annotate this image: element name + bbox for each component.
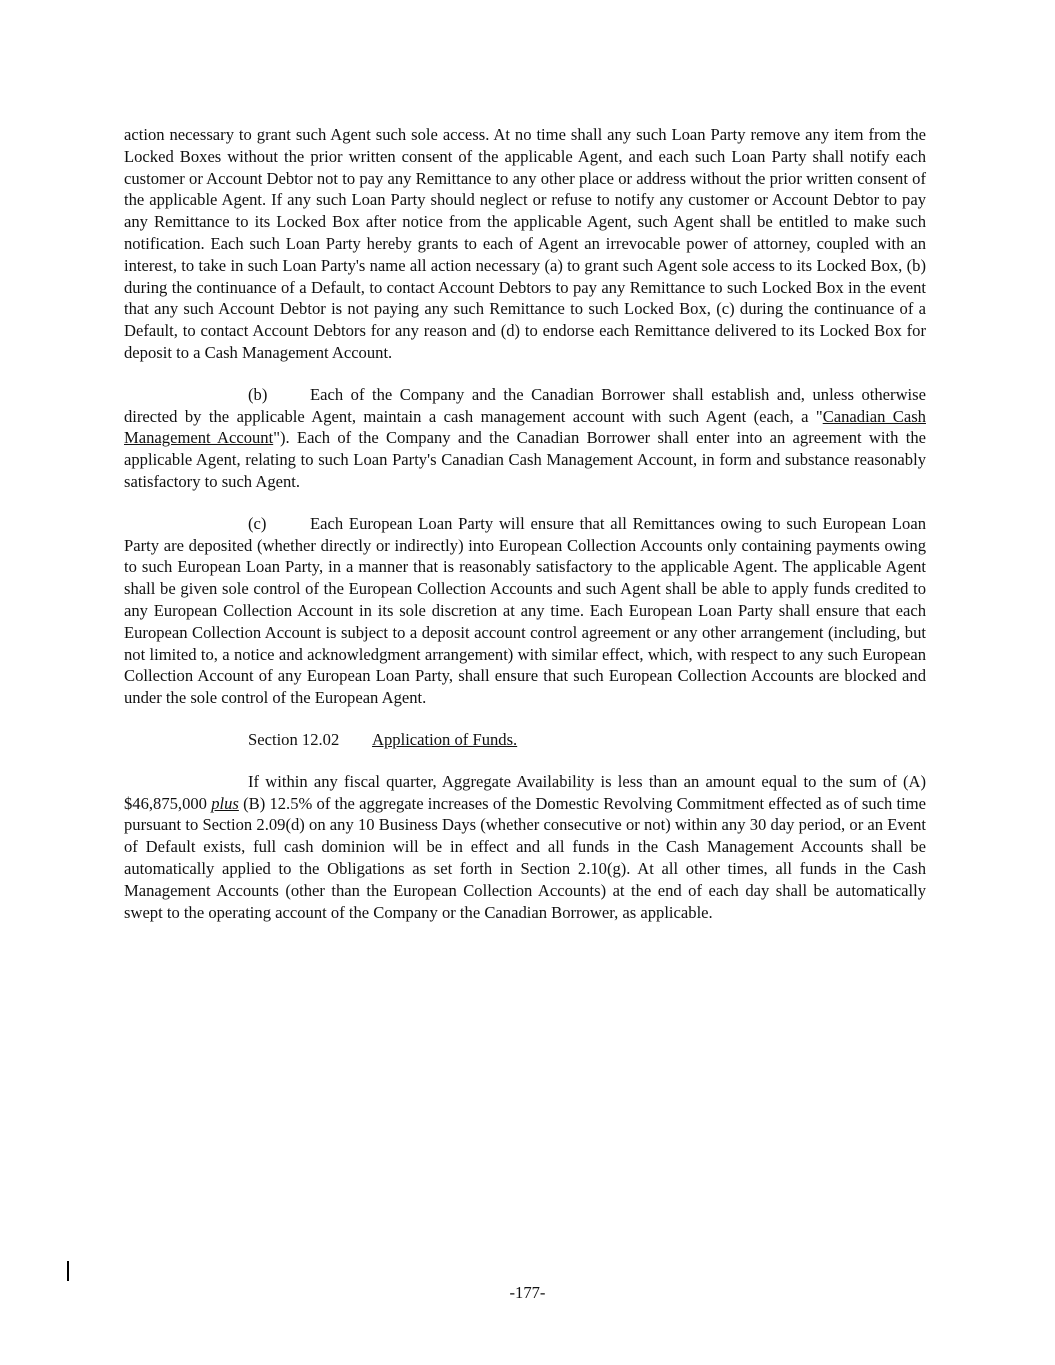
paragraph-application-of-funds — [124, 771, 926, 924]
paragraph-text: "). Each of the Company and the Canadian Borrower shall enter into an agreement with the applicable Agent, relating to such Loan Party's Canadian Cash Management Account, in form and substance reasonably satisfactory to such Agent. — [124, 428, 926, 491]
paragraph-text: Each of the Company and the Canadian Borrower shall establish and, unless otherwise directed by the applicable Agent, maintain a cash management account with such Agent (each, a " — [124, 384, 926, 426]
page-number: -177- — [509, 1283, 546, 1302]
emphasis-term: plus — [211, 793, 239, 813]
document-body — [124, 124, 926, 943]
paragraph-text: (B) 12.5% of the aggregate increases of the Domestic Revolving Commitment effected as of such time pursuant to Section 2.09(d) on any 10 Business Days (whether consecutive or not) within any 30 day period, or an Event of Default exists, full cash dominion will be in effect and all funds in the Cash Management Accounts shall be automatically applied to the Obligations as set forth in Section 2.10(g). At all other times, all funds in the Cash Management Accounts (other than the European Collection Accounts) at the end of each day shall be automatically swept to the operating account of the Company or the Canadian Borrower, as applicable. — [124, 793, 926, 922]
paragraph-b — [124, 384, 926, 493]
section-number: Section 12.02 — [248, 729, 340, 749]
defined-term: Canadian Cash Management Account — [124, 406, 926, 448]
paragraph-text: action necessary to grant such Agent such sole access. At no time shall any such Loan Party remove any item from the Locked Boxes without the prior written consent of the applicable Agent, and each such Loan Party shall notify each customer or Account Debtor not to pay any Remittance to any other place or address without the prior written consent of the applicable Agent. If any such Loan Party should neglect or refuse to notify any customer or Account Debtor to pay any Remittance to its Locked Box after notice from the applicable Agent, such Agent shall be entitled to make such notification. Each such Loan Party hereby grants to each of Agent an irrevocable power of attorney, coupled with an interest, to take in such Loan Party's name all action necessary (a) to grant such Agent sole access to its Locked Box, (b) during the continuance of a Default, to contact Account Debtors to pay any Remittance to such Locked Box in the event that any such Account Debtor is not paying any such Remittance to such Locked Box, (c) during the continuance of a Default, to contact Account Debtors for any reason and (d) to endorse each Remittance delivered to its Locked Box for deposit to a Cash Management Account. — [124, 125, 926, 362]
paragraph-locked-box-continuation — [124, 124, 926, 364]
paragraph-c — [124, 513, 926, 709]
paragraph-text: Each European Loan Party will ensure that all Remittances owing to such European Loan Party are deposited (whether directly or indirectly) into European Collection Accounts only containing payments owing to such European Loan Party, in a manner that is reasonably satisfactory to the applicable Agent. The applicable Agent shall be given sole control of the European Collection Accounts and such Agent shall be able to apply funds credited to any European Collection Account in its sole discretion at any time. Each European Loan Party shall ensure that each European Collection Account is subject to a deposit account control agreement or any other arrangement (including, but not limited to, a notice and acknowledgment arrangement) with similar effect, which, with respect to any such European Collection Account of any European Loan Party, shall ensure that such European Collection Accounts are blocked and under the sole control of the European Agent. — [124, 513, 926, 708]
revision-bar — [67, 1261, 69, 1281]
section-title: Application of Funds. — [372, 729, 518, 749]
paragraph-text: If within any fiscal quarter, Aggregate Availability is less than an amount equal to the sum of (A) $46,875,000 — [124, 771, 926, 813]
paragraph-label: (b) — [248, 384, 268, 404]
section-heading — [124, 729, 926, 751]
paragraph-label: (c) — [248, 513, 267, 533]
